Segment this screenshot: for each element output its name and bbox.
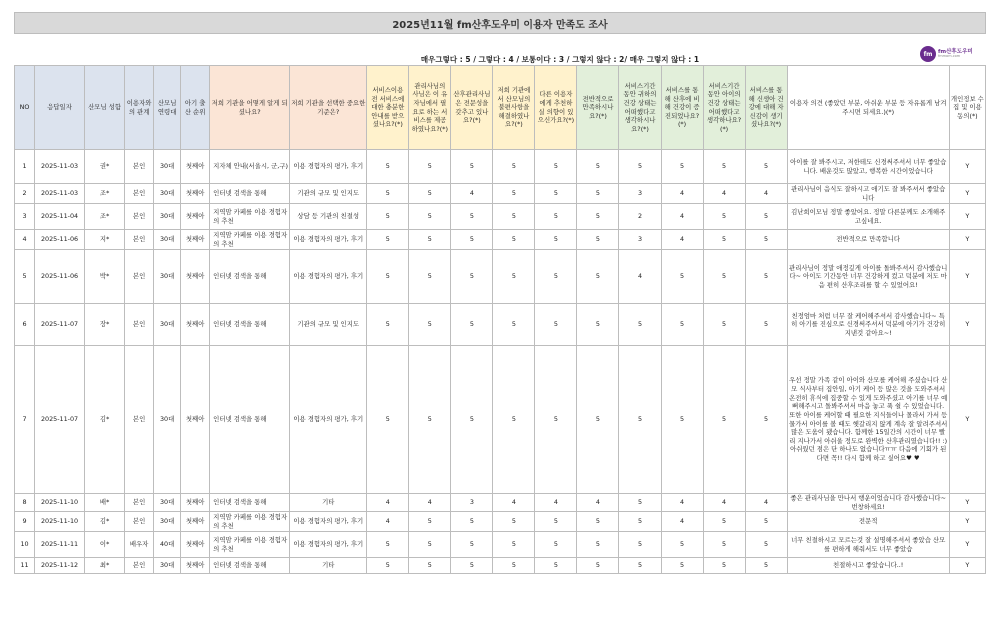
row-score-q8: 5 [661,150,703,184]
table-row [15,184,986,204]
row-age: 30대 [154,230,181,250]
row-criteria: 이용 경험자의 평가, 후기 [290,150,367,184]
row-relation: 본인 [125,304,154,346]
row-score-q5: 5 [535,184,577,204]
table-row [15,150,986,184]
row-consent: Y [949,184,985,204]
row-score-q6: 5 [577,204,619,230]
row-score-q2: 5 [409,150,451,184]
row-birth-order: 첫째아 [181,512,210,532]
row-date: 2025-11-07 [35,346,85,494]
row-score-q2: 5 [409,346,451,494]
row-date: 2025-11-10 [35,512,85,532]
row-name: 장* [85,304,125,346]
row-birth-order: 첫째아 [181,494,210,512]
row-consent: Y [949,250,985,304]
row-birth-order: 첫째아 [181,304,210,346]
row-age: 40대 [154,532,181,558]
row-date: 2025-11-10 [35,494,85,512]
row-score-q9: 5 [703,512,745,532]
row-how: 인터넷 검색을 통해 [210,184,290,204]
row-criteria: 상담 등 기관의 친절성 [290,204,367,230]
row-score-q6: 5 [577,532,619,558]
row-score-q7: 3 [619,184,661,204]
header-name: 산모님 성함 [85,66,125,150]
row-age: 30대 [154,558,181,574]
row-score-q7: 5 [619,150,661,184]
row-score-q5: 5 [535,304,577,346]
row-score-q10: 5 [745,346,787,494]
row-birth-order: 첫째아 [181,346,210,494]
row-no: 7 [15,346,35,494]
row-how: 지역맘 카페를 이용 경험자의 추천 [210,204,290,230]
row-score-q4: 5 [493,558,535,574]
row-relation: 본인 [125,230,154,250]
row-score-q4: 5 [493,512,535,532]
row-birth-order: 첫째아 [181,250,210,304]
logo-text [938,49,973,59]
row-score-q4: 5 [493,346,535,494]
row-score-q3: 4 [451,184,493,204]
row-score-q6: 5 [577,346,619,494]
row-relation: 본인 [125,204,154,230]
row-score-q10: 5 [745,532,787,558]
row-age: 30대 [154,250,181,304]
row-opinion: 너무 친절하시고 모르는것 잘 설명해주셔서 좋았습 산모를 편하게 해줘서도 너무 좋았습 [787,532,949,558]
row-score-q5: 5 [535,150,577,184]
row-score-q6: 5 [577,230,619,250]
row-no: 2 [15,184,35,204]
row-age: 30대 [154,184,181,204]
row-relation: 본인 [125,512,154,532]
row-criteria: 이용 경험자의 평가, 후기 [290,532,367,558]
header-q8: 서비스를 통해 산후에 비해 건강이 증진되었나요?(*) [661,66,703,150]
row-age: 30대 [154,494,181,512]
row-name: 최* [85,558,125,574]
survey-table [14,65,986,574]
row-score-q8: 4 [661,230,703,250]
row-how: 인터넷 검색을 통해 [210,346,290,494]
header-q7: 서비스기간 동안 귀하의 건강 상태는 어떠했다고 생각하시나요?(*) [619,66,661,150]
row-date: 2025-11-12 [35,558,85,574]
row-score-q5: 5 [535,230,577,250]
row-score-q10: 4 [745,184,787,204]
row-criteria: 이용 경험자의 평가, 후기 [290,512,367,532]
row-relation: 본인 [125,558,154,574]
row-consent: Y [949,532,985,558]
row-score-q8: 5 [661,250,703,304]
row-how: 지역맘 카페를 이용 경험자의 추천 [210,512,290,532]
row-no: 1 [15,150,35,184]
row-score-q3: 3 [451,494,493,512]
row-score-q10: 5 [745,230,787,250]
row-score-q10: 4 [745,494,787,512]
row-score-q8: 5 [661,532,703,558]
row-name: 지* [85,230,125,250]
row-no: 4 [15,230,35,250]
survey-title: 2025년11월 fm산후도우미 이용자 만족도 조사 [14,12,986,34]
row-score-q5: 5 [535,250,577,304]
row-criteria: 기타 [290,494,367,512]
row-score-q2: 5 [409,204,451,230]
row-no: 5 [15,250,35,304]
row-score-q1: 5 [367,304,409,346]
row-score-q9: 5 [703,250,745,304]
row-score-q8: 4 [661,512,703,532]
table-row [15,204,986,230]
row-score-q1: 5 [367,532,409,558]
row-score-q3: 5 [451,512,493,532]
header-q6: 전반적으로 만족하시나요?(*) [577,66,619,150]
header-q10: 서비스를 통해 신생아 건강에 대해 자신감이 생기셨나요?(*) [745,66,787,150]
row-score-q3: 5 [451,346,493,494]
row-score-q4: 5 [493,184,535,204]
row-score-q6: 5 [577,184,619,204]
row-score-q3: 5 [451,532,493,558]
row-birth-order: 첫째아 [181,532,210,558]
row-score-q4: 5 [493,250,535,304]
row-name: 조* [85,204,125,230]
row-relation: 본인 [125,346,154,494]
header-how: 저희 기관을 어떻게 알게 되셨나요? [210,66,290,150]
row-criteria: 기관의 규모 및 인지도 [290,304,367,346]
row-score-q7: 5 [619,346,661,494]
header-relation: 이용자와의 관계 [125,66,154,150]
row-score-q3: 5 [451,250,493,304]
row-score-q7: 5 [619,532,661,558]
row-how: 인터넷 검색을 통해 [210,304,290,346]
row-score-q5: 5 [535,204,577,230]
row-age: 30대 [154,512,181,532]
row-name: 이* [85,532,125,558]
row-consent: Y [949,150,985,184]
row-name: 박* [85,250,125,304]
row-birth-order: 첫째아 [181,204,210,230]
row-score-q4: 5 [493,532,535,558]
row-score-q9: 5 [703,304,745,346]
row-opinion: 관리사님이 음식도 잘하시고 애기도 잘 봐주셔서 좋았습니다 [787,184,949,204]
row-score-q2: 4 [409,494,451,512]
row-score-q6: 5 [577,304,619,346]
header-q4: 저희 기관에서 산모님의 불편사항을 해결하였나요?(*) [493,66,535,150]
row-score-q3: 5 [451,558,493,574]
row-no: 11 [15,558,35,574]
row-date: 2025-11-04 [35,204,85,230]
row-no: 6 [15,304,35,346]
row-relation: 본인 [125,494,154,512]
row-criteria: 이용 경험자의 평가, 후기 [290,230,367,250]
row-score-q9: 5 [703,150,745,184]
row-score-q8: 4 [661,204,703,230]
row-relation: 본인 [125,250,154,304]
row-name: 배* [85,494,125,512]
header-no: NO [15,66,35,150]
row-opinion: 좋은 관리사님을 만나서 행운이었습니다 감사했습니다~ 번창하세요! [787,494,949,512]
row-score-q10: 5 [745,250,787,304]
row-score-q2: 5 [409,558,451,574]
row-score-q3: 5 [451,304,493,346]
row-score-q4: 5 [493,204,535,230]
row-score-q2: 5 [409,512,451,532]
row-score-q2: 5 [409,230,451,250]
row-score-q8: 5 [661,558,703,574]
row-opinion: 아이를 잘 봐주시고, 저한테도 신경써주셔서 너무 좋았습니다. 배운것도 많았고, 행복한 시간이었습니다 [787,150,949,184]
header-age: 산모님 연령대 [154,66,181,150]
row-score-q4: 5 [493,230,535,250]
row-consent: Y [949,346,985,494]
table-row [15,532,986,558]
header-q2: 관리사님의 사님은 이 유자님에서 필요로 하는 서비스를 제공하였나요?(*) [409,66,451,150]
row-birth-order: 첫째아 [181,150,210,184]
row-score-q1: 5 [367,346,409,494]
row-score-q1: 5 [367,204,409,230]
row-consent: Y [949,204,985,230]
header-row [15,66,986,150]
row-no: 10 [15,532,35,558]
row-date: 2025-11-06 [35,230,85,250]
logo-name: fm산후도우미 [938,49,973,56]
row-birth-order: 첫째아 [181,184,210,204]
row-score-q2: 5 [409,250,451,304]
row-score-q4: 5 [493,304,535,346]
row-birth-order: 첫째아 [181,230,210,250]
row-how: 지역맘 카페를 이용 경험자의 추천 [210,230,290,250]
header-q9: 서비스기간 동안 아이의 건강 상태는 어떠했다고 생각하나요?(*) [703,66,745,150]
row-age: 30대 [154,304,181,346]
row-opinion: 친정엄마 처럼 너무 잘 케어해주셔서 감사했습니다~ 특히 아기를 진심으로 신경써주셔서 덕분에 아기가 건강히 지낸것 같아요~! [787,304,949,346]
row-score-q6: 5 [577,250,619,304]
row-score-q1: 5 [367,230,409,250]
row-score-q7: 5 [619,494,661,512]
row-score-q9: 4 [703,494,745,512]
table-row [15,304,986,346]
row-no: 3 [15,204,35,230]
row-date: 2025-11-03 [35,150,85,184]
row-age: 30대 [154,150,181,184]
table-row [15,558,986,574]
row-score-q10: 5 [745,204,787,230]
table-row [15,250,986,304]
row-score-q10: 5 [745,150,787,184]
row-score-q7: 5 [619,512,661,532]
row-score-q8: 5 [661,346,703,494]
row-score-q9: 5 [703,204,745,230]
row-score-q1: 5 [367,150,409,184]
row-score-q10: 5 [745,558,787,574]
row-score-q4: 4 [493,494,535,512]
row-how: 지자체 안내(서울시, 군,구) [210,150,290,184]
header-q3: 산후관리사님은 전문성을 갖추고 있나요?(*) [451,66,493,150]
header-q1: 서비스이용 전 서비스에 대한 충분한 안내를 받으셨나요?(*) [367,66,409,150]
row-score-q2: 5 [409,532,451,558]
row-score-q3: 5 [451,204,493,230]
row-consent: Y [949,494,985,512]
row-opinion: 친절하시고 좋았습니다..! [787,558,949,574]
row-score-q5: 5 [535,512,577,532]
row-birth-order: 첫째아 [181,558,210,574]
row-criteria: 이용 경험자의 평가, 후기 [290,346,367,494]
row-opinion: 전반적으로 만족합니다 [787,230,949,250]
row-score-q3: 5 [451,230,493,250]
header-consent: 개인정보 수집 및 이용 동의(*) [949,66,985,150]
row-date: 2025-11-11 [35,532,85,558]
row-relation: 배우자 [125,532,154,558]
header-criteria: 저희 기관을 선택한 중요한 기준은? [290,66,367,150]
row-relation: 본인 [125,150,154,184]
row-criteria: 기관의 규모 및 인지도 [290,184,367,204]
row-opinion: 관리사님이 정말 애정깊게 아이를 돌봐주셔서 감사했습니다~ 아이도 기간동안 너무 건강하게 컸고 덕분에 저도 마음 편히 산후조리를 할 수 있었어요! [787,250,949,304]
logo-sub: fmmom.com [938,54,961,59]
row-score-q6: 5 [577,150,619,184]
row-score-q6: 5 [577,558,619,574]
table-row [15,230,986,250]
row-score-q4: 5 [493,150,535,184]
row-score-q7: 3 [619,230,661,250]
row-how: 인터넷 검색을 통해 [210,250,290,304]
row-score-q10: 5 [745,512,787,532]
row-criteria: 이용 경험자의 평가, 후기 [290,250,367,304]
row-score-q2: 5 [409,304,451,346]
row-score-q7: 2 [619,204,661,230]
table-row [15,512,986,532]
row-consent: Y [949,230,985,250]
row-opinion: 우선 정말 가족 같이 아이와 산모를 케어해 주셨습니다 산모 식사부터 집안일, 아기 케어 등 많은 것을 도와주셔서 온전히 휴식에 집중할 수 있게 도와주셨고 아기를 너무 예뻐해주시고 돌봐주셔서 마음 놓고 푹 쉴 수 있었습니다. 또한 아이를 케어할 때 필요한 지식들이나 몰라서 가서 등 물가서 아이를 볼 때도 헷갈리지 않게 계속 잘 알려주셔서 많은 도움이 됐습니다. 함께한 15일간의 시간이 너무 빨리 지나가서 아쉬울 정도로 완벽한 산후관리였습니다!! :) 아쉬웠던 점은 단 하나도 없습니다ㅠㅠ 다음에 기회가 된다면 꼭!! 다시 함께 하고 싶어요♥ ♥ [787,346,949,494]
row-score-q1: 5 [367,558,409,574]
row-score-q9: 5 [703,230,745,250]
table-row [15,494,986,512]
row-age: 30대 [154,346,181,494]
row-consent: Y [949,512,985,532]
row-how: 인터넷 검색을 통해 [210,494,290,512]
row-score-q9: 5 [703,558,745,574]
brand-logo [920,44,973,64]
row-criteria: 기타 [290,558,367,574]
row-score-q7: 5 [619,558,661,574]
row-no: 9 [15,512,35,532]
row-score-q1: 5 [367,184,409,204]
score-legend: 매우그렇다 : 5 / 그렇다 : 4 / 보통이다 : 3 / 그렇지 않다 : 2/ 매우 그렇지 않다 : 1 [420,55,700,64]
row-score-q8: 4 [661,184,703,204]
table-body [15,150,986,574]
row-score-q5: 4 [535,494,577,512]
row-date: 2025-11-03 [35,184,85,204]
row-name: 조* [85,184,125,204]
header-birth-order: 아기 출산 순위 [181,66,210,150]
row-score-q9: 5 [703,346,745,494]
row-score-q2: 5 [409,184,451,204]
row-date: 2025-11-06 [35,250,85,304]
row-score-q9: 5 [703,532,745,558]
header-opinion: 이용자 의견 (좋았던 부분, 아쉬운 부분 등 자유롭게 남겨 주시면 되세요.)(*) [787,66,949,150]
row-age: 30대 [154,204,181,230]
row-name: 김* [85,512,125,532]
row-score-q7: 5 [619,304,661,346]
row-score-q3: 5 [451,150,493,184]
row-name: 김* [85,346,125,494]
row-score-q6: 5 [577,512,619,532]
row-score-q9: 4 [703,184,745,204]
row-score-q5: 5 [535,346,577,494]
header-q5: 다른 이용자에게 추천하실 의향이 있으신가요?(*) [535,66,577,150]
row-score-q7: 4 [619,250,661,304]
row-relation: 본인 [125,184,154,204]
row-how: 지역맘 카페를 이용 경험자의 추천 [210,532,290,558]
row-consent: Y [949,304,985,346]
logo-icon: fm [920,46,936,62]
row-consent: Y [949,558,985,574]
row-score-q5: 5 [535,532,577,558]
row-name: 권* [85,150,125,184]
table-row [15,346,986,494]
row-score-q8: 5 [661,304,703,346]
row-opinion: 김난희이모님 정말 좋았어요. 정말 다른분께도 소개해주고싶네요. [787,204,949,230]
row-score-q8: 4 [661,494,703,512]
header-date: 응답일자 [35,66,85,150]
row-how: 인터넷 검색을 통해 [210,558,290,574]
row-score-q6: 4 [577,494,619,512]
row-opinion: 전문적 [787,512,949,532]
row-score-q1: 5 [367,250,409,304]
row-score-q5: 5 [535,558,577,574]
row-no: 8 [15,494,35,512]
row-score-q10: 5 [745,304,787,346]
row-score-q1: 4 [367,512,409,532]
row-date: 2025-11-07 [35,304,85,346]
row-score-q1: 4 [367,494,409,512]
